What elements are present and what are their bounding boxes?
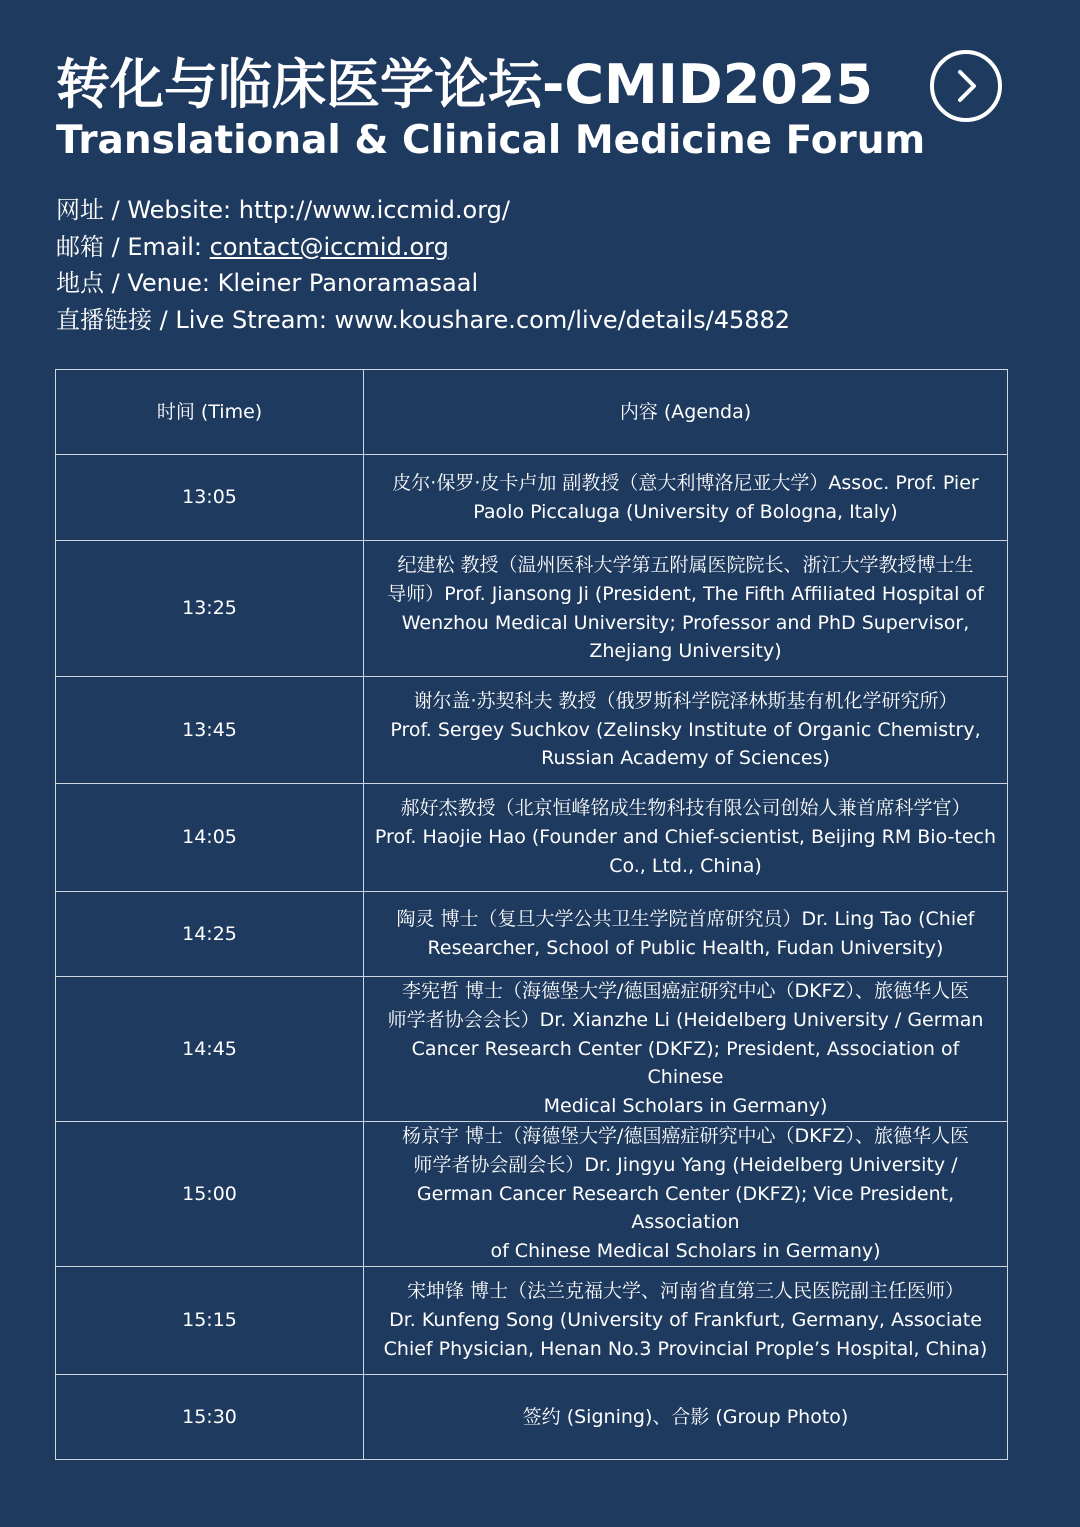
table-row xyxy=(56,1374,1008,1459)
website-link[interactable]: http://www.iccmid.org/ xyxy=(238,196,510,224)
venue-value: Kleiner Panoramasaal xyxy=(217,269,479,297)
agenda-cell: 杨京宇 博士（海德堡大学/德国癌症研究中心（DKFZ）、旅德华人医 师学者协会副会长）Dr. Jingyu Yang (Heidelberg University / German Cancer Research Center (DKFZ); Vice President, Association of Chinese Medical Scholars in Germany) xyxy=(364,1121,1008,1266)
time-cell: 13:25 xyxy=(56,541,364,677)
table-row xyxy=(56,977,1008,1122)
email-line xyxy=(56,229,790,266)
agenda-cell: 签约 (Signing)、合影 (Group Photo) xyxy=(364,1374,1008,1459)
table-row xyxy=(56,677,1008,784)
time-cell: 14:05 xyxy=(56,784,364,892)
table-row xyxy=(56,784,1008,892)
page-title-chinese: 转化与临床医学论坛-CMID2025 xyxy=(56,53,873,116)
time-cell: 15:00 xyxy=(56,1121,364,1266)
agenda-cell: 陶灵 博士（复旦大学公共卫生学院首席研究员）Dr. Ling Tao (Chief Researcher, School of Public Health, Fudan University) xyxy=(364,892,1008,977)
table-row xyxy=(56,1266,1008,1374)
chevron-right-icon xyxy=(948,68,984,104)
agenda-cell: 纪建松 教授（温州医科大学第五附属医院院长、浙江大学教授博士生 导师）Prof. Jiansong Ji (President, The Fifth Affiliated Hospital of Wenzhou Medical University; Professor and PhD Supervisor, Zhejiang University) xyxy=(364,541,1008,677)
table-row xyxy=(56,541,1008,677)
table-row xyxy=(56,455,1008,541)
table-row xyxy=(56,892,1008,977)
page-header xyxy=(56,52,936,164)
agenda-cell: 郝好杰教授（北京恒峰铭成生物科技有限公司创始人兼首席科学官） Prof. Haojie Hao (Founder and Chief-scientist, Beijing RM Bio-tech Co., Ltd., China) xyxy=(364,784,1008,892)
website-label: 网址 / Website: xyxy=(56,196,239,224)
time-cell: 14:45 xyxy=(56,977,364,1122)
agenda-cell: 皮尔·保罗·皮卡卢加 副教授（意大利博洛尼亚大学）Assoc. Prof. Pier Paolo Piccaluga (University of Bologna, Italy) xyxy=(364,455,1008,541)
website-line xyxy=(56,192,790,229)
agenda-cell: 李宪哲 博士（海德堡大学/德国癌症研究中心（DKFZ）、旅德华人医 师学者协会会长）Dr. Xianzhe Li (Heidelberg University / German Cancer Research Center (DKFZ); President, Association of Chinese Medical Scholars in Germany) xyxy=(364,977,1008,1122)
time-cell: 15:15 xyxy=(56,1266,364,1374)
email-label: 邮箱 / Email: xyxy=(56,232,210,261)
table-row xyxy=(56,1121,1008,1266)
time-cell: 14:25 xyxy=(56,892,364,977)
agenda-cell: 宋坤锋 博士（法兰克福大学、河南省直第三人民医院副主任医师） Dr. Kunfeng Song (University of Frankfurt, Germany, Associate Chief Physician, Henan No.3 Provincial Prople’s Hospital, China) xyxy=(364,1266,1008,1374)
email-link[interactable]: contact@iccmid.org xyxy=(209,232,449,261)
live-stream-label: 直播链接 / Live Stream: xyxy=(56,305,335,334)
venue-label: 地点 / Venue: xyxy=(56,269,218,297)
live-stream-link[interactable]: www.koushare.com/live/details/45882 xyxy=(334,305,791,334)
time-cell: 15:30 xyxy=(56,1374,364,1459)
venue-line xyxy=(56,265,790,302)
table-header-row xyxy=(56,370,1008,455)
time-column-header: 时间 (Time) xyxy=(56,370,364,455)
agenda-cell: 谢尔盖·苏契科夫 教授（俄罗斯科学院泽林斯基有机化学研究所） Prof. Sergey Suchkov (Zelinsky Institute of Organic Chemistry, Russian Academy of Sciences) xyxy=(364,677,1008,784)
time-cell: 13:45 xyxy=(56,677,364,784)
agenda-table xyxy=(55,369,1008,1460)
next-button[interactable] xyxy=(930,50,1002,122)
live-stream-line xyxy=(56,302,790,339)
agenda-column-header: 内容 (Agenda) xyxy=(364,370,1008,455)
time-cell: 13:05 xyxy=(56,455,364,541)
event-info xyxy=(56,192,790,338)
page-title-english: Translational & Clinical Medicine Forum xyxy=(56,118,926,163)
